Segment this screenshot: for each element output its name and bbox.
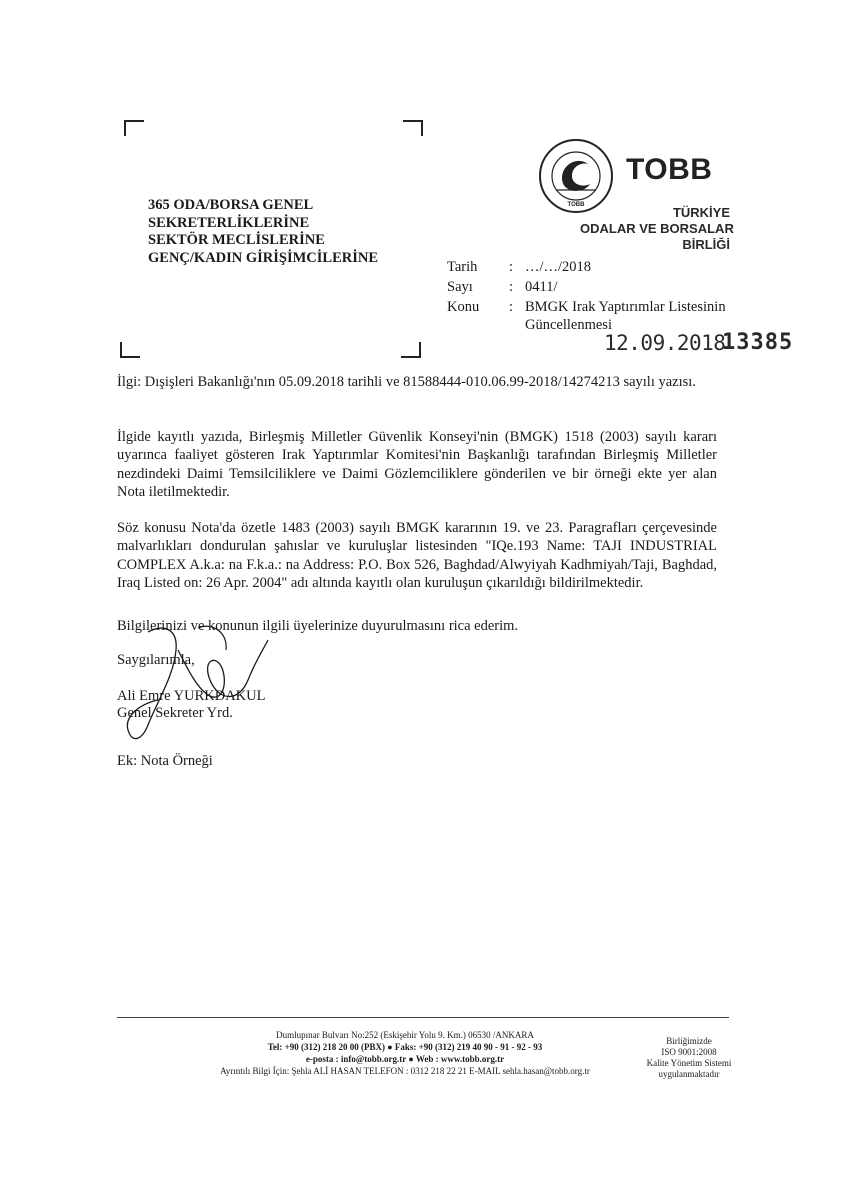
meta-subject-label: Konu xyxy=(447,299,480,315)
address-corner-bottom-right xyxy=(401,342,421,358)
handwritten-signature-icon xyxy=(118,620,278,750)
brand-subtitle-line: ODALAR VE BORSALAR xyxy=(580,221,734,236)
footer-web: e-posta : info@tobb.org.tr ● Web : www.tobb.org.tr xyxy=(305,1054,505,1064)
recipient-line: SEKTÖR MECLİSLERİNE xyxy=(148,232,325,248)
meta-number-value: 0411/ xyxy=(525,279,558,295)
footer-divider xyxy=(117,1017,729,1018)
meta-date-value: …/…/2018 xyxy=(525,259,592,275)
body-paragraph-1: İlgide kayıtlı yazıda, Birleşmiş Milletler Güvenlik Konseyi'nin (BMGK) 1518 (2003) sayılı kararı uyarınca faaliyet gösteren Irak Yaptırımlar Komitesi'nin Başkanlığı tarafından Birleşmiş Milletler nezdindeki Daimi Temsilciliklere ve Daimi Gözlemciliklere gönderilen ve bir örneği ekte yer alan Nota iletilmektedir. xyxy=(117,429,717,500)
meta-subject-value: BMGK Irak Yaptırımlar Listesinin xyxy=(525,299,726,315)
footer-address: Dumlupınar Bulvarı No:252 (Eskişehir Yolu 9. Km.) 06530 /ANKARA xyxy=(276,1030,534,1040)
recipient-line: GENÇ/KADIN GİRİŞİMCİLERİNE xyxy=(148,249,379,266)
meta-colon: : xyxy=(509,279,514,295)
attachment-note: Ek: Nota Örneği xyxy=(117,753,213,769)
footer-quality-block xyxy=(642,1036,736,1080)
signer-title: Genel Sekreter Yrd. xyxy=(117,705,233,721)
body-paragraph-3: Bilgilerinizi ve konunun ilgili üyelerinize duyurulmasını rica ederim. xyxy=(117,618,519,634)
meta-colon: : xyxy=(509,259,514,275)
salutation: Saygılarımla, xyxy=(117,652,195,668)
footer-phone: Tel: +90 (312) 218 20 00 (PBX) ● Faks: +90 (312) 219 40 90 - 91 - 92 - 93 xyxy=(267,1042,543,1052)
address-corner-bottom-left xyxy=(120,342,140,358)
recipient-line: SEKRETERLİKLERİNE xyxy=(148,214,310,231)
reference-paragraph: İlgi: Dışişleri Bakanlığı'nın 05.09.2018 tarihli ve 81588444-010.06.99-2018/14274213 sayılı yazısı. xyxy=(117,374,696,390)
footer-quality-line: Birliğimizde xyxy=(666,1036,712,1046)
svg-text:TOBB: TOBB xyxy=(567,202,585,208)
brand-subtitle xyxy=(580,205,734,253)
recipient-line: 365 ODA/BORSA GENEL xyxy=(148,197,314,213)
meta-colon: : xyxy=(509,299,514,315)
body-paragraph-2: Söz konusu Nota'da özetle 1483 (2003) sayılı BMGK kararının 19. ve 23. Paragrafları çerçevesinde malvarlıkları dondurulan şahıslar ve kuruluşlar listesinden "IQe.193 Name: TAJI INDUSTRIAL COMPLEX A.k.a: na F.k.a.: na Address: P.O. Box 526, Baghdad/Alwyiyah Kadhmiyah/Taji, Baghdad, Iraq Listed on: 26 Apr. 2004" adı altında kayıtlı olan kuruluşun çıkarıldığı bildirilmektedir. xyxy=(117,520,717,591)
brand-name: TOBB xyxy=(626,153,713,186)
footer-contact-person: Ayrıntılı Bilgi İçin: Şehla ALİ HASAN TELEFON : 0312 218 22 21 E-MAIL sehla.hasan@tobb.org.tr xyxy=(220,1066,590,1076)
footer-quality-line: Kalite Yönetim Sistemi xyxy=(646,1058,732,1068)
brand-subtitle-line: TÜRKİYE xyxy=(672,205,730,220)
meta-date-label: Tarih xyxy=(447,259,478,275)
signer-name: Ali Emre YURKDAKUL xyxy=(117,688,266,704)
footer-quality-line: ISO 9001:2008 xyxy=(661,1047,717,1057)
brand-subtitle-line: BİRLİĞİ xyxy=(682,237,730,252)
footer-contact-block xyxy=(170,1029,640,1077)
footer-quality-line: uygulanmaktadır xyxy=(658,1069,720,1079)
stamp-number: 13385 xyxy=(722,330,794,355)
meta-subject-value-line2: Güncellenmesi xyxy=(525,317,612,333)
address-corner-top-right xyxy=(403,120,423,136)
recipient-block xyxy=(148,197,378,267)
address-corner-top-left xyxy=(124,120,144,136)
meta-number-label: Sayı xyxy=(447,279,473,295)
stamp-date: 12.09.2018 xyxy=(604,331,726,355)
tobb-logo-icon xyxy=(538,138,614,214)
